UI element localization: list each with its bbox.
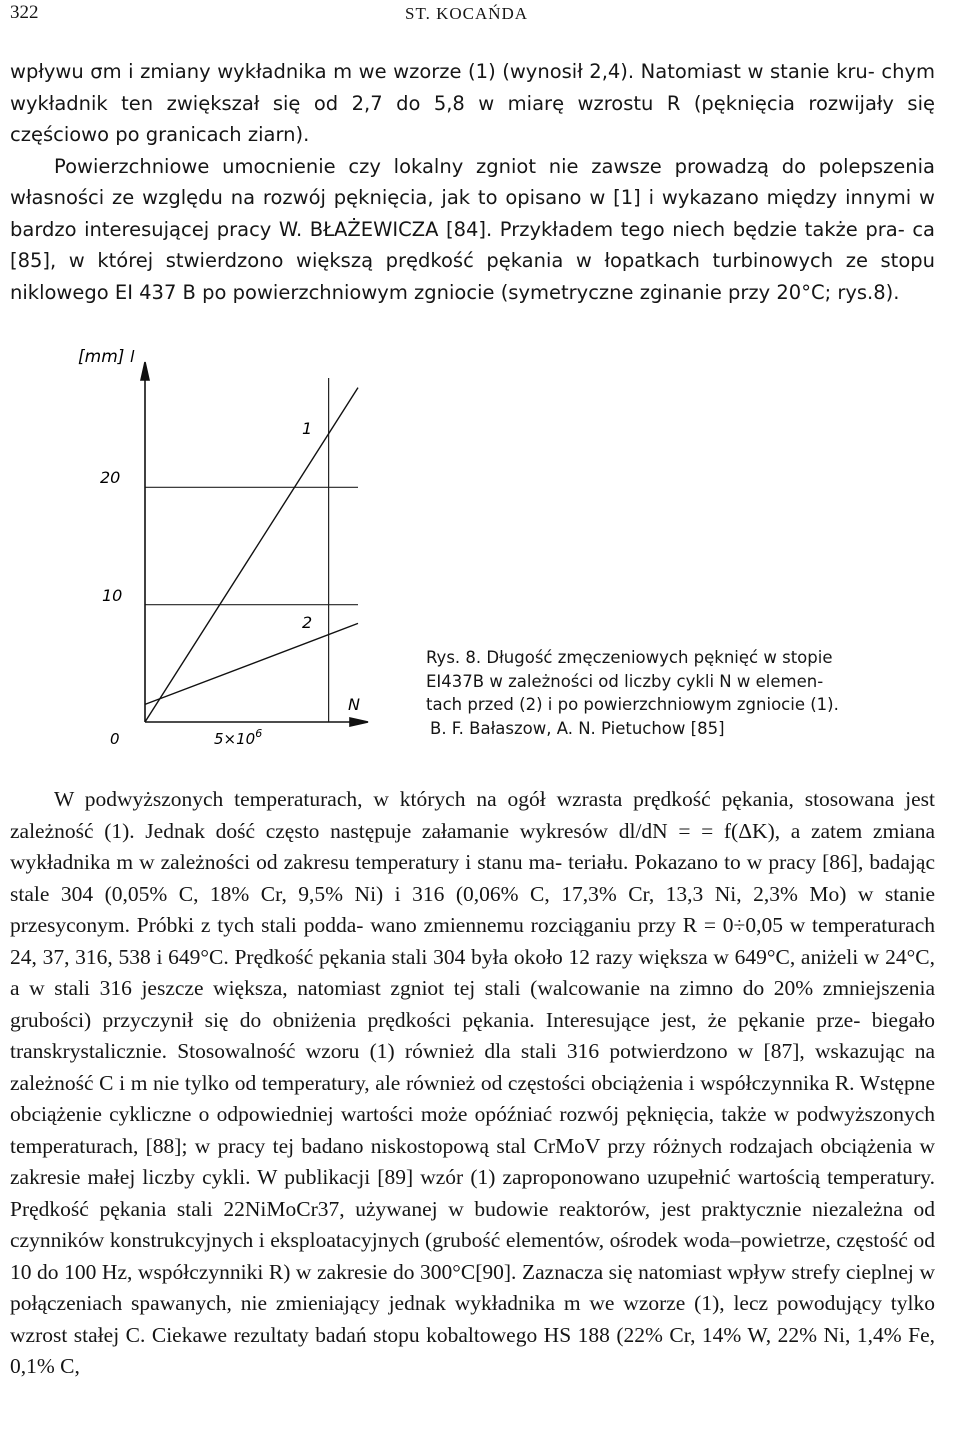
curve-label-2: 2 [302, 613, 313, 632]
text-line: (0,06% C, 17,3% Cr, 13,3 Ni, 2,3% Mo) w stanie przesyconym. Próbki z tych stali podda- [10, 881, 936, 937]
figure-8 [80, 330, 380, 760]
y-tick-label-10: 10 [102, 586, 123, 605]
text-line: W podwyższonych temperaturach, w których na ogół wzrasta prędkość pękania, [54, 787, 794, 811]
x-axis-arrow [350, 718, 368, 726]
text-line: stosowana jest zależność (1). Jednak dość często następuje załamanie wykresów dl/dN = [10, 787, 936, 843]
text-line: Prędkość pękania stali 304 była około 12 razy większa w 649°C, aniżeli w 24°C, a w stali 316 [10, 944, 935, 1000]
origin-label: 0 [110, 730, 120, 748]
caption-line: Rys. 8. Długość zmęczeniowych pęknięć w stopie [426, 648, 833, 667]
page-number: 322 [10, 2, 39, 23]
caption-line: tach przed (2) i po powierzchniowym zgniocie (1). [426, 695, 839, 714]
text-line: Prędkość pękania stali 22NiMoCr37, używanej w budowie reaktorów, jest praktycznie [10, 1196, 802, 1221]
y-tick-label-20: 20 [100, 468, 121, 487]
page-header [10, 2, 940, 28]
y-axis-symbol: l [130, 347, 135, 366]
text-line: obciążenia i współczynnika R. Wstępne obciążenie cykliczne o odpowiedniej wartości [10, 1070, 935, 1126]
text-line: ca [85], w której stwierdzono większą prędkość pękania w łopatkach turbinowych ze stopu [10, 217, 935, 272]
paragraph-intro [10, 56, 935, 308]
running-head: ST. KOCAŃDA [405, 4, 529, 23]
text-line: tej badano niskostopową stal CrMoV przy różnych rodzajach obciążenia w zakresie małej [10, 1133, 935, 1189]
text-line: częściowo po granicach ziarn). [10, 123, 310, 146]
text-line: chym wykładnik ten zwiększał się od 2,7 do 5,8 w miarę wzrostu R (pęknięcia rozwijały się [10, 60, 935, 115]
fatigue-crack-chart [80, 330, 380, 760]
text-line: jeszcze większa, natomiast zgniot tej stali (walcowanie na zimno do 20% zmniejszenia [141, 976, 936, 1000]
x-tick-mantissa: 5×10 [214, 730, 256, 748]
caption-authors: B. F. Bałaszow, A. N. Pietuchow [85] [430, 718, 725, 738]
text-line: w [87], wskazując na zależność C i m nie tylko od temperatury, ale również od częstości [10, 1039, 935, 1095]
figure-caption [426, 646, 896, 740]
text-line: = f(ΔK), a zatem zmiana wykładnika m w zależności od zakresu temperatury i stanu ma- [10, 818, 935, 874]
text-line: wano zmiennemu rozciąganiu przy R = 0÷0,05 w temperaturach 24, 37, 316, 538 i 649°C. [10, 913, 936, 969]
x-tick-exponent: 6 [255, 727, 263, 740]
text-line: niklowego EI 437 B po powierzchniowym zgniocie (symetryczne zginanie przy 20°C; rys.8). [10, 280, 900, 304]
x-tick-label [214, 727, 262, 748]
text-line: teriału. Pokazano to w pracy [86], badając stale 304 (0,05% C, 18% Cr, 9,5% Ni) i 316 [10, 850, 935, 906]
text-line: wpływu σm i zmiany wykładnika m we wzorze (1) (wynosił 2,4). Natomiast w stanie kru- [10, 60, 875, 83]
text-line: rezultaty badań stopu kobaltowego HS 188 (22% Cr, 14% W, 22% Ni, 1,4% Fe, 0,1% C, [10, 1322, 935, 1378]
text-line: grubości) przyczynił się do obniżenia prędkości pękania. Interesujące jest, że pękanie prze- [10, 1007, 861, 1032]
text-line: liczby cykli. W publikacji [89] wzór (1) zaproponowano uzupełnić wartością temperatury. [142, 1165, 935, 1189]
paragraph-main [10, 784, 935, 1383]
y-axis-unit-label: [mm] [78, 347, 125, 367]
text-line: może opóźniać rozwój pęknięcia, także w podwyższonych temperaturach, [88]; w pracy [10, 1102, 935, 1158]
text-line: Zaznacza się natomiast wpływ strefy cieplnej w połączeniach spawanych, nie zmieniający [10, 1259, 935, 1315]
text-line: własności ze względu na rozwój pęknięcia, jak to opisano w [1] i wykazano między innymi [10, 186, 912, 209]
caption-line: EI437B w zależności od liczby cykli N w elemen- [426, 671, 824, 691]
series-line-1 [145, 388, 358, 722]
series-line-2 [145, 623, 358, 704]
text-line: w bardzo interesującej pracy W. BŁAŻEWICZA [84]. Przykładem tego niech będzie także pra- [10, 186, 935, 241]
text-line: biegało transkrystalicznie. Stosowalność wzoru (1) również dla stali 316 potwierdzono [10, 1007, 935, 1063]
text-line: jednak wykładnika m we wzorze (1), lecz powodujący tylko wzrost stałej C. Ciekawe [10, 1291, 936, 1347]
text-line: woda–powietrze, częstość od 10 do 100 Hz, współczynniki R) w zakresie do 300°C[90]. [10, 1228, 935, 1284]
x-axis-symbol: N [348, 695, 360, 714]
y-axis-arrow [141, 362, 149, 380]
text-line: Powierzchniowe umocnienie czy lokalny zgniot nie zawsze prowadzą do polepszenia [54, 154, 935, 178]
curve-label-1: 1 [302, 419, 313, 438]
text-line: niezależna od czynników konstrukcyjnych i eksploatacyjnych (grubość elementów, ośrodek [10, 1196, 935, 1252]
